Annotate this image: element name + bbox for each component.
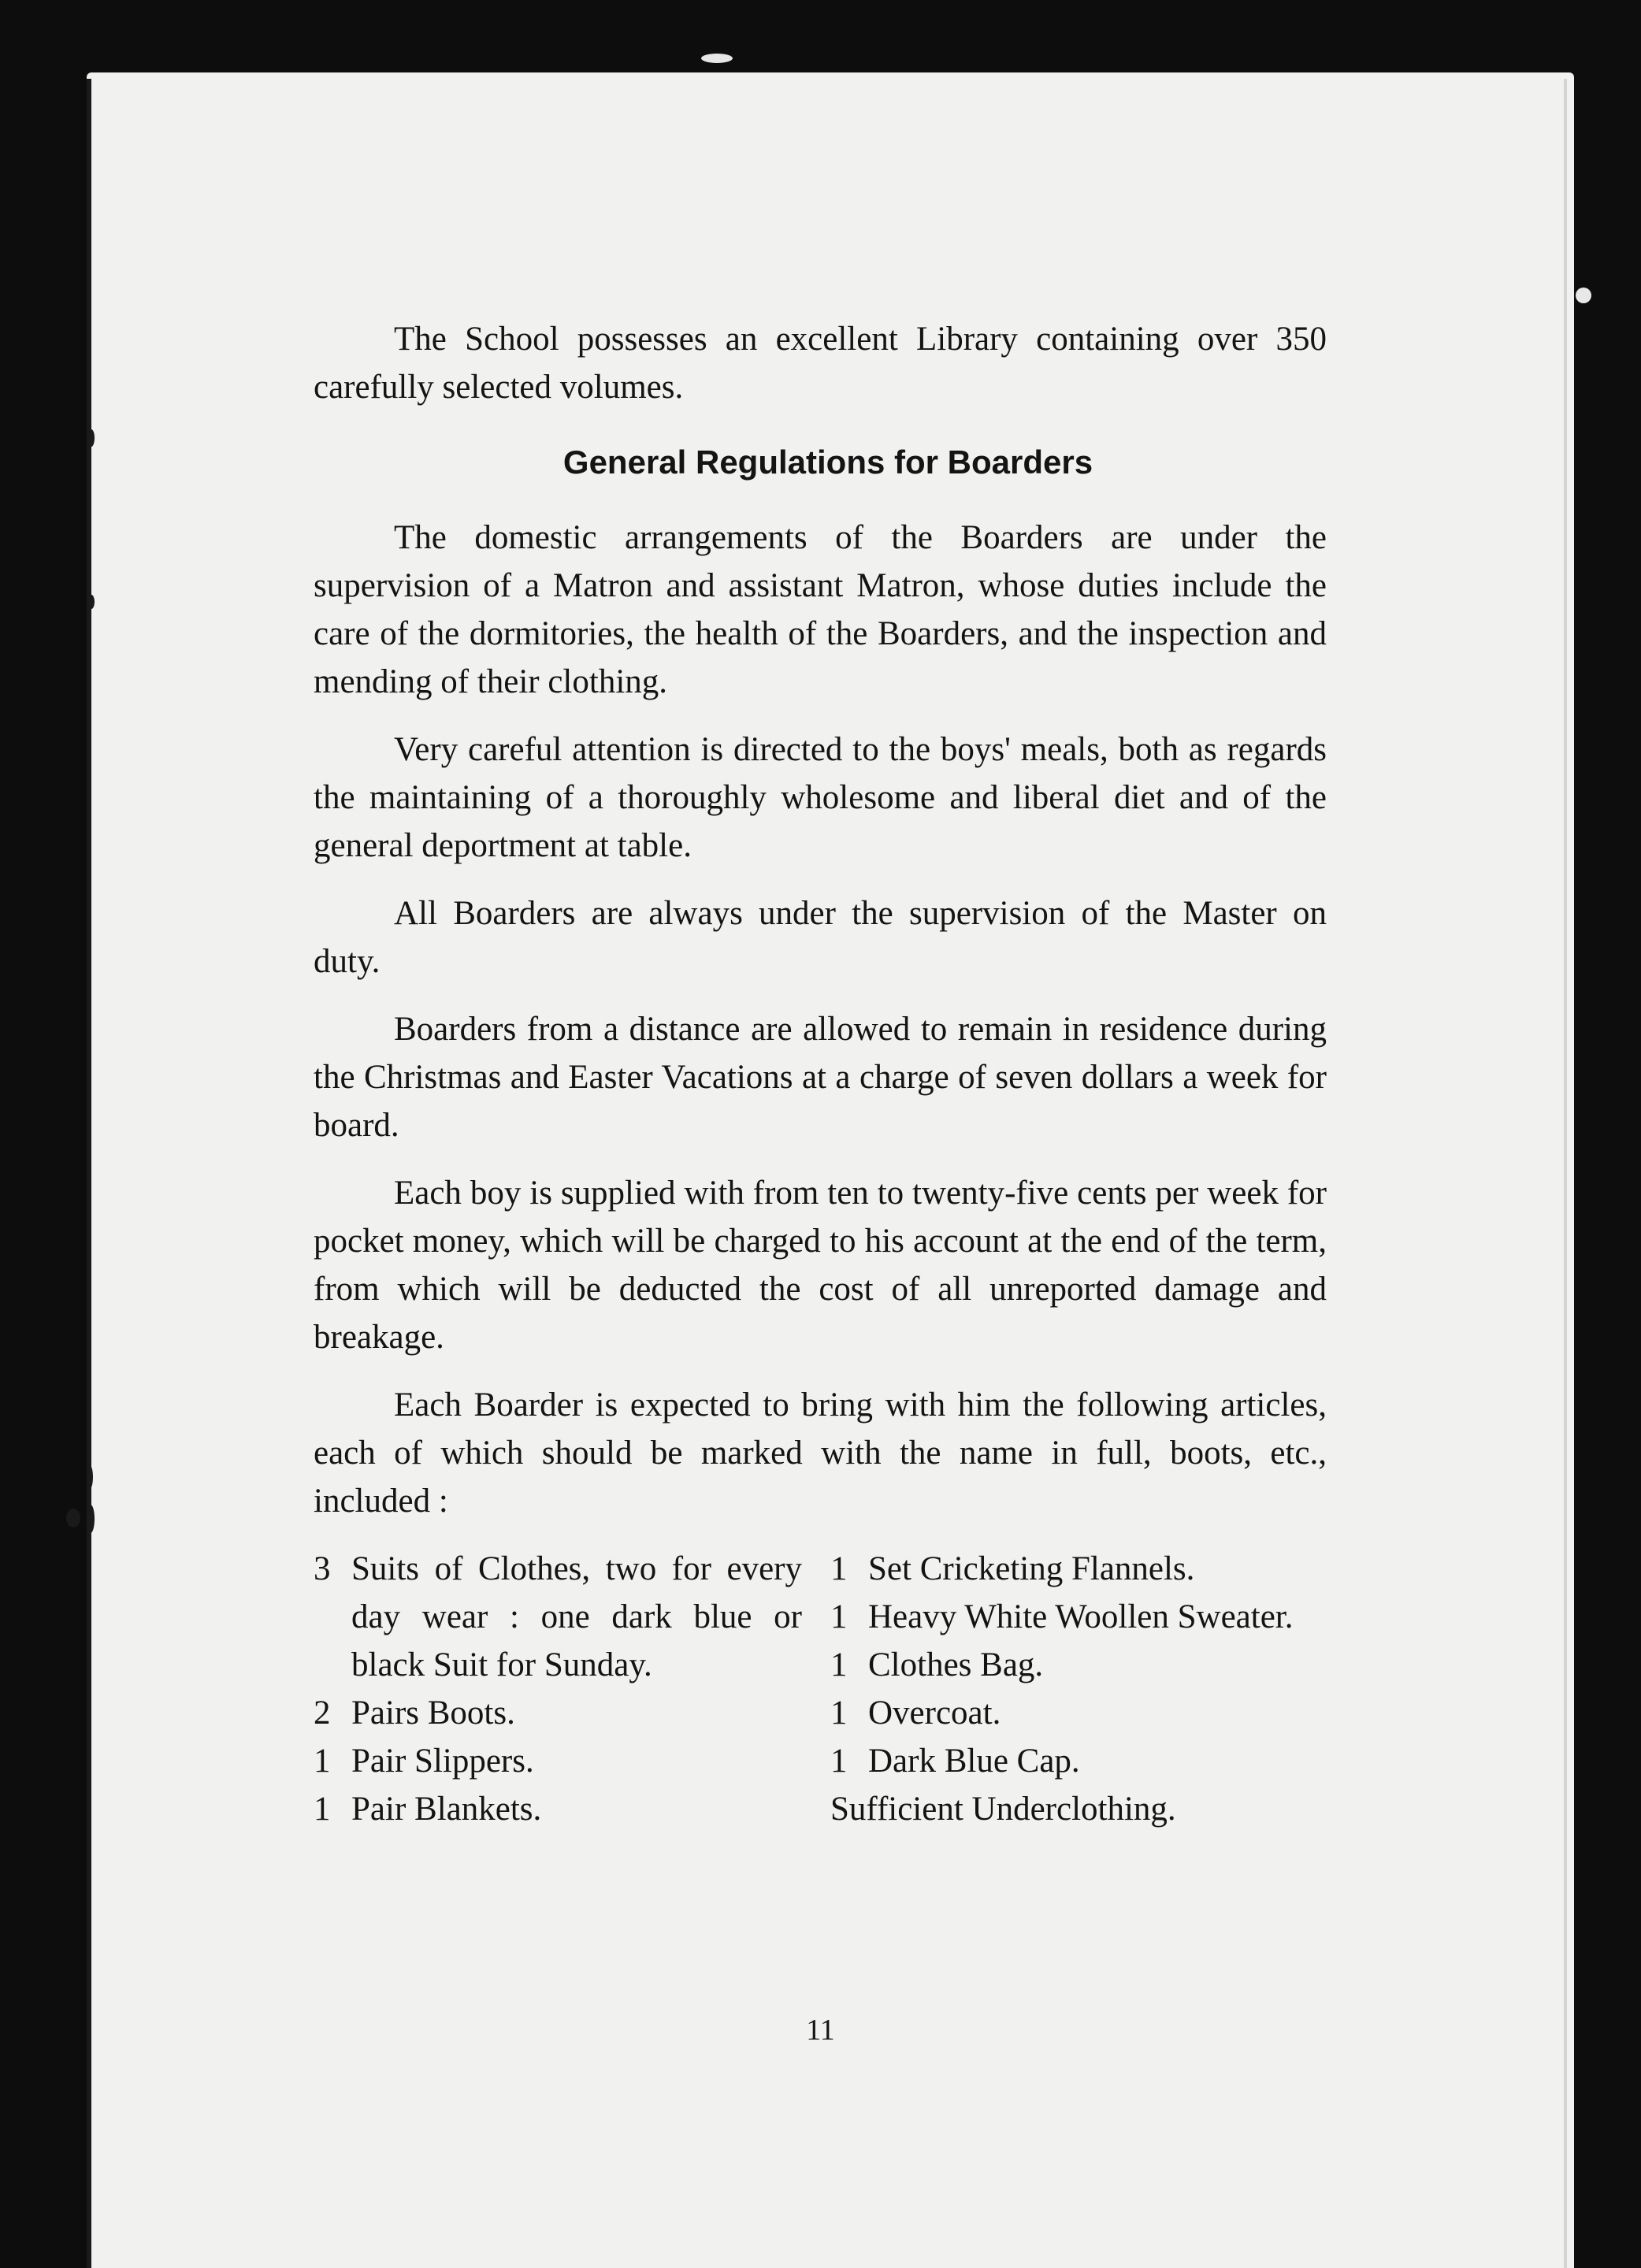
paragraph-vacations: Boarders from a distance are allowed to remain in residence during the Christmas and Easter Vacations at a charge of seven dollars a week for board. xyxy=(314,1011,1327,1144)
paragraph-pocket-money: Each boy is supplied with from ten to twenty-five cents per week for pocket money, which will be charged to his account at the end of the term, from which will be deducted the cost of all unreported damage and breakage. xyxy=(314,1175,1327,1356)
binding-edge xyxy=(87,79,91,2268)
item-description: Dark Blue Cap. xyxy=(868,1743,1080,1780)
list-item xyxy=(830,1593,1327,1641)
item-description: Overcoat. xyxy=(868,1695,1001,1732)
item-quantity: 3 xyxy=(314,1550,331,1587)
page-content xyxy=(314,315,1327,1833)
item-quantity: 2 xyxy=(314,1695,331,1732)
paragraph-domestic-arrangements: The domestic arrangements of the Boarders are under the supervision of a Matron and assistant Matron, whose duties include the care of the dormitories, the health of the Boarders, and the inspection and mending of their clothing. xyxy=(314,519,1327,700)
paragraph-articles: Each Boarder is expected to bring with him the following articles, each of which should be marked with the name in full, boots, etc., included : xyxy=(314,1386,1327,1520)
margin-speck xyxy=(1576,288,1591,303)
list-item xyxy=(314,1737,802,1785)
item-description: Pair Blankets. xyxy=(351,1791,542,1828)
list-item xyxy=(314,1689,802,1737)
page-number: 11 xyxy=(806,2014,835,2047)
item-quantity: 1 xyxy=(830,1598,848,1635)
section-heading: General Regulations for Boarders xyxy=(562,444,1093,481)
list-item xyxy=(830,1641,1327,1689)
item-quantity: 1 xyxy=(830,1646,848,1683)
item-quantity: 1 xyxy=(830,1550,848,1587)
item-description: Clothes Bag. xyxy=(868,1646,1044,1683)
item-quantity: 1 xyxy=(314,1791,331,1828)
list-item xyxy=(314,1785,802,1833)
paragraph-meals: Very careful attention is directed to the boys' meals, both as regards the maintaining of a thoroughly wholesome and liberal diet and of the general deportment at table. xyxy=(314,731,1327,864)
item-description: Heavy White Woollen Sweater. xyxy=(868,1598,1294,1635)
paragraph-supervision: All Boarders are always under the supervision of the Master on duty. xyxy=(314,895,1327,980)
articles-list xyxy=(314,1545,1327,1833)
margin-speck xyxy=(66,1509,80,1527)
list-item xyxy=(830,1689,1327,1737)
item-quantity: 1 xyxy=(830,1695,848,1732)
margin-speck xyxy=(88,595,95,609)
list-item-footer: Sufficient Underclothing. xyxy=(830,1791,1176,1828)
list-item xyxy=(314,1545,802,1689)
item-quantity: 1 xyxy=(314,1743,331,1780)
margin-speck xyxy=(87,1465,93,1489)
margin-speck xyxy=(87,1505,95,1533)
item-description: Suits of Clothes, two for every day wear : one dark blue or black Suit for Sunday. xyxy=(351,1550,802,1683)
item-quantity: 1 xyxy=(830,1743,848,1780)
articles-column-left xyxy=(314,1545,802,1833)
page-right-edge xyxy=(1564,79,1567,2268)
margin-speck xyxy=(88,429,95,447)
articles-column-right xyxy=(830,1545,1327,1833)
list-item xyxy=(830,1737,1327,1785)
item-description: Pair Slippers. xyxy=(351,1743,534,1780)
item-description: Pairs Boots. xyxy=(351,1695,515,1732)
top-speck xyxy=(701,54,733,63)
list-item xyxy=(830,1545,1327,1593)
library-paragraph: The School possesses an excellent Library containing over 350 carefully selected volumes. xyxy=(314,321,1327,406)
item-description: Set Cricketing Flannels. xyxy=(868,1550,1195,1587)
